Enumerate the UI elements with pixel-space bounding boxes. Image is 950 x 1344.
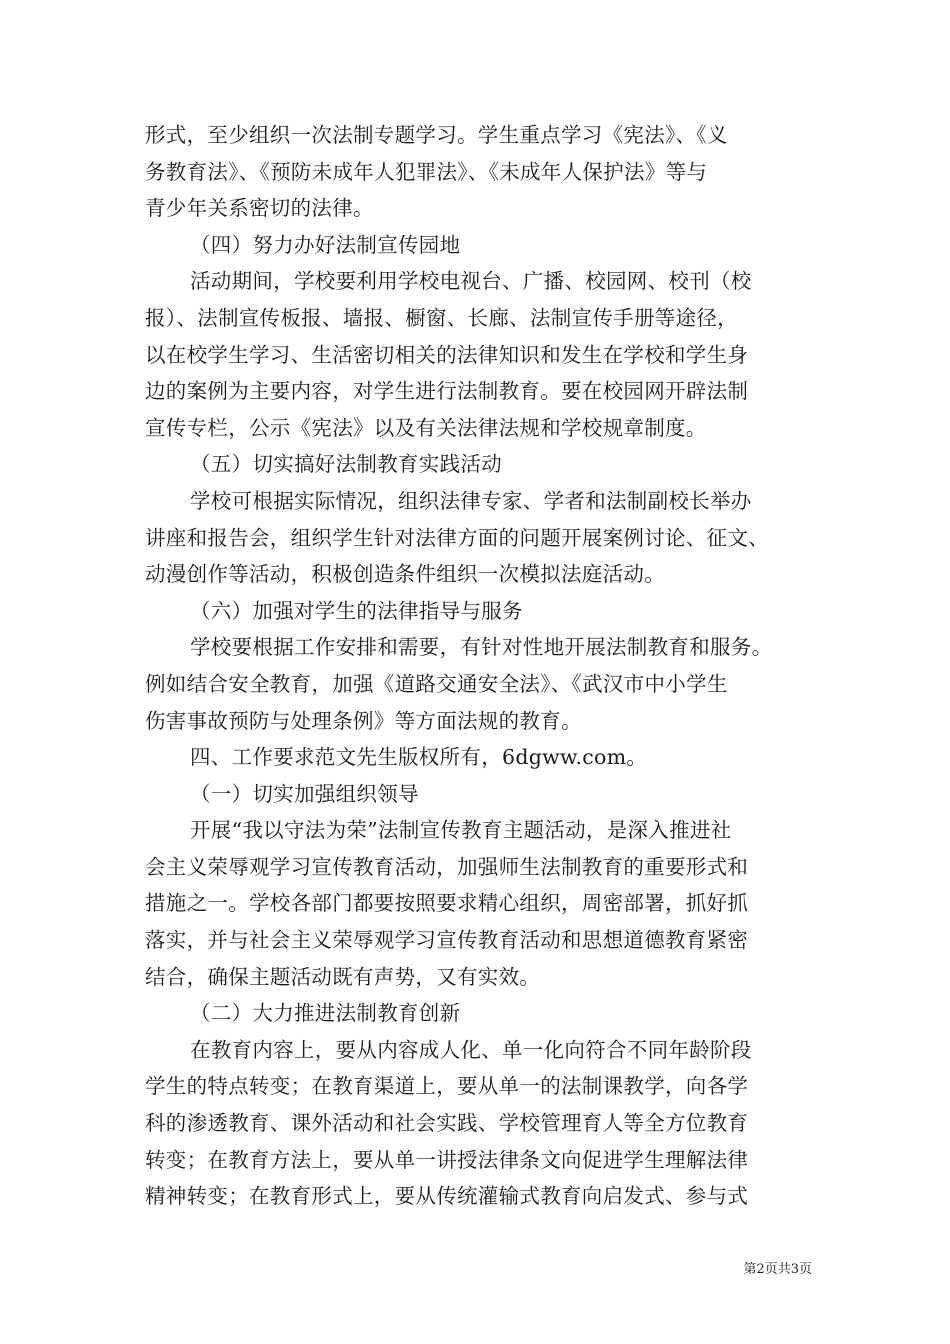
- text-line: 措施之一。学校各部门都要按照要求精心组织，周密部署，抓好抓: [145, 891, 749, 916]
- text-line: 会主义荣辱观学习宣传教育活动，加强师生法制教育的重要形式和: [145, 854, 749, 879]
- text-line: 活动期间，学校要利用学校电视台、广播、校园网、校刊（校: [190, 269, 752, 294]
- text-line: 伤害事故预防与处理条例》等方面法规的教育。: [145, 708, 582, 733]
- text-line: 宣传专栏，公示《宪法》以及有关法律法规和学校规章制度。: [145, 415, 707, 440]
- text-line: 青少年关系密切的法律。: [145, 196, 374, 221]
- text-line: 边的案例为主要内容，对学生进行法制教育。要在校园网开辟法制: [145, 379, 749, 404]
- section-heading: （五）切实搞好法制教育实践活动: [190, 452, 502, 477]
- text-line: 学生的特点转变；在教育渠道上，要从单一的法制课教学，向各学: [145, 1074, 749, 1099]
- text-line: 落实，并与社会主义荣辱观学习宣传教育活动和思想道德教育紧密: [145, 928, 749, 953]
- text-line: 在教育内容上，要从内容成人化、单一化向符合不同年龄阶段: [190, 1037, 752, 1062]
- text-line: 形式，至少组织一次法制专题学习。学生重点学习《宪法》、《义: [145, 123, 728, 147]
- text-line: 讲座和报告会，组织学生针对法律方面的问题开展案例讨论、征文、: [145, 525, 769, 550]
- text-line: 转变；在教育方法上，要从单一讲授法律条文向促进学生理解法律: [145, 1147, 749, 1172]
- section-heading: （二）大力推进法制教育创新: [190, 1001, 461, 1026]
- section-heading: （六）加强对学生的法律指导与服务: [190, 598, 523, 623]
- text-line: 精神转变；在教育形式上，要从传统灌输式教育向启发式、参与式: [145, 1184, 749, 1209]
- section-heading: （四）努力办好法制宣传园地: [190, 232, 461, 257]
- text-line: 动漫创作等活动，积极创造条件组织一次模拟法庭活动。: [145, 562, 665, 587]
- text-line: 学校可根据实际情况，组织法律专家、学者和法制副校长举办: [190, 488, 752, 513]
- text-line: 例如结合安全教育，加强《道路交通安全法》、《武汉市中小学生: [145, 671, 728, 696]
- text-line: 报）、法制宣传板报、墙报、橱窗、长廊、法制宣传手册等途径，: [145, 305, 738, 330]
- text-line: 学校要根据工作安排和需要，有针对性地开展法制教育和服务。: [190, 635, 773, 660]
- text-line: 务教育法》、《预防未成年人犯罪法》、《未成年人保护法》等与: [145, 159, 708, 184]
- text-line: 结合，确保主题活动既有声势，又有实效。: [145, 964, 541, 989]
- text-line: 以在校学生学习、生活密切相关的法律知识和发生在学校和学生身: [145, 342, 749, 367]
- text-line: 开展“我以守法为荣”法制宣传教育主题活动，是深入推进社: [190, 818, 732, 843]
- document-body: [145, 117, 810, 1215]
- section-heading: （一）切实加强组织领导: [190, 781, 419, 806]
- text-line: 科的渗透教育、课外活动和社会实践、学校管理育人等全方位教育: [145, 1111, 749, 1136]
- section-heading: 四、工作要求范文先生版权所有，6dgww.com。: [190, 745, 648, 770]
- page-number-footer: 第2页共3页: [743, 1262, 812, 1277]
